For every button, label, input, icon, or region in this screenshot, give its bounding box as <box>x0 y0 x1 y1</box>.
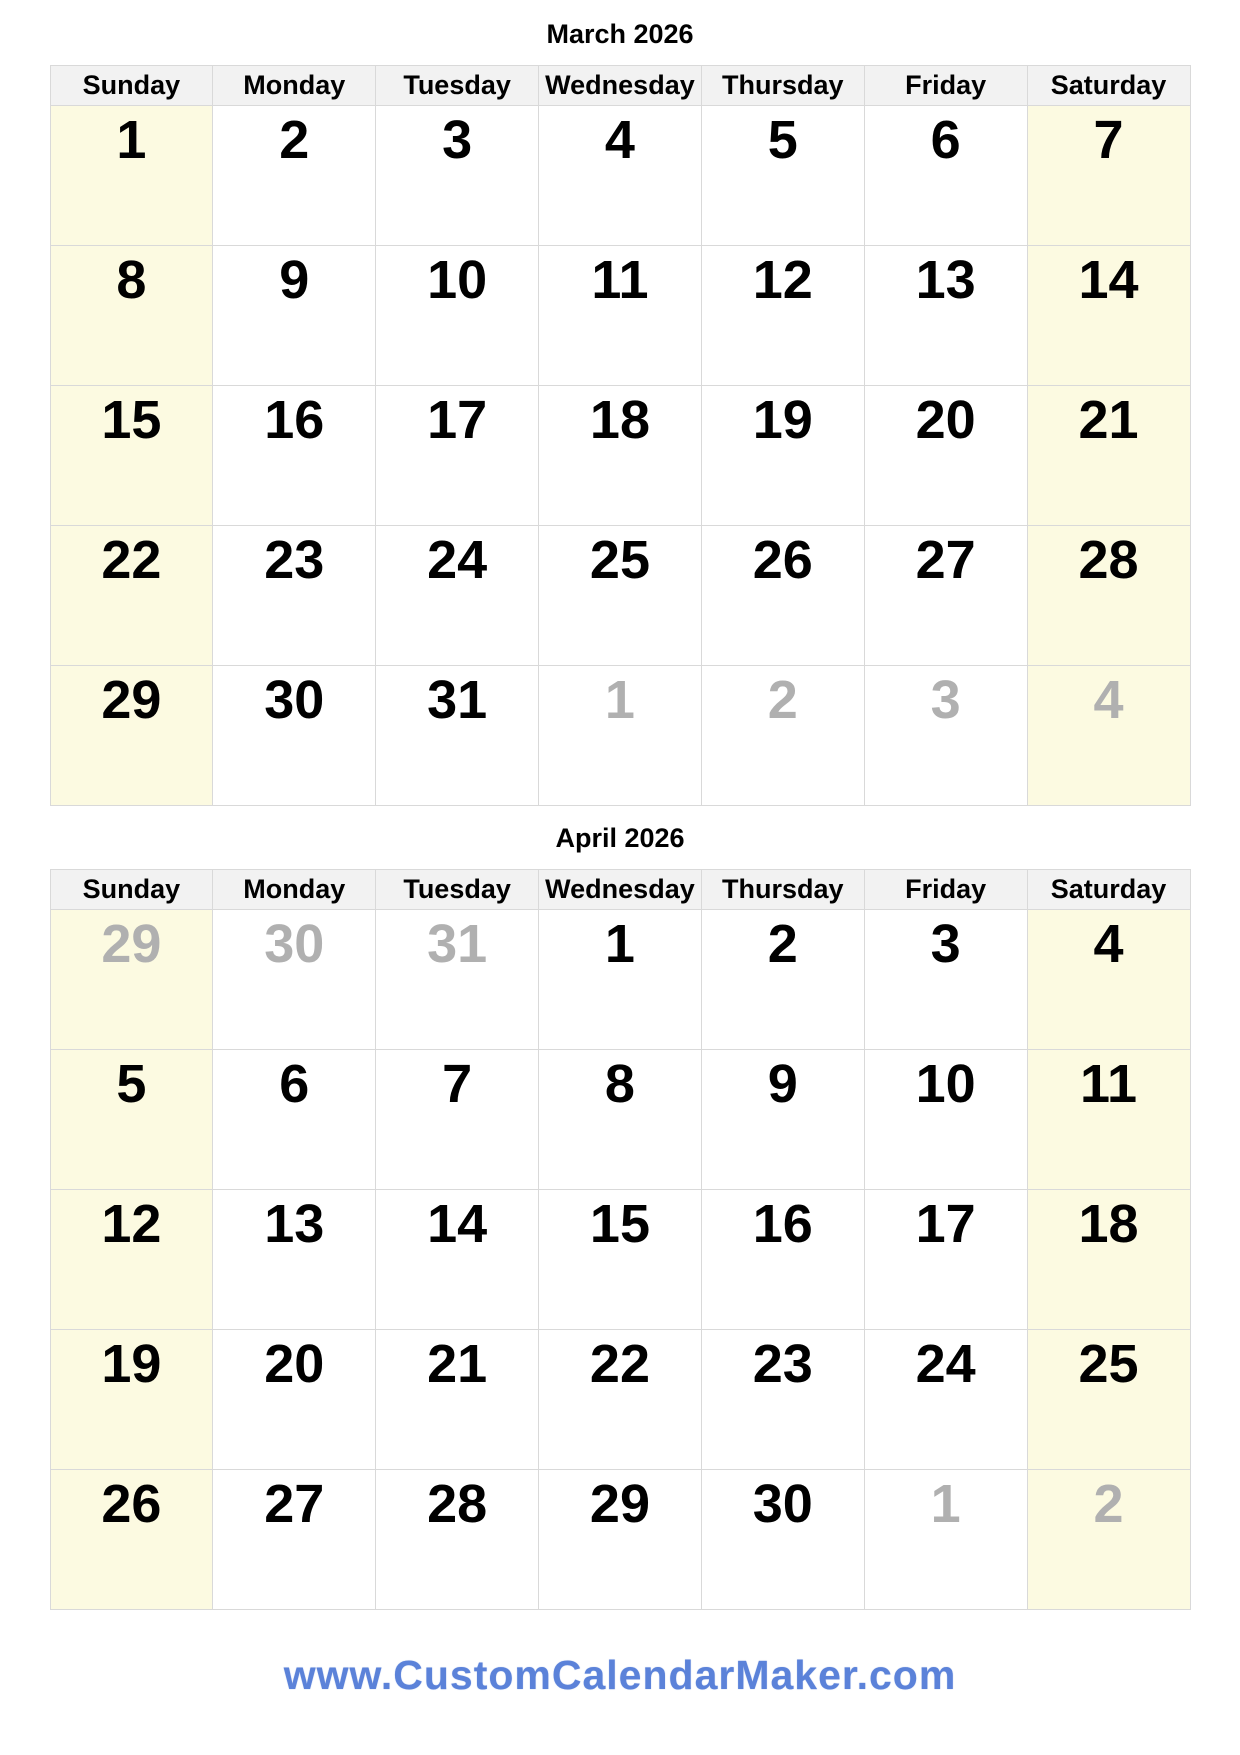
day-cell: 4 <box>539 106 702 246</box>
day-header-monday: Monday <box>213 66 376 106</box>
day-cell: 8 <box>50 246 213 386</box>
week-row <box>50 526 1190 666</box>
day-header-wednesday: Wednesday <box>539 870 702 910</box>
week-row <box>50 1050 1190 1190</box>
day-cell: 23 <box>701 1330 864 1470</box>
day-cell-adjacent-month: 1 <box>864 1470 1027 1610</box>
day-header-wednesday: Wednesday <box>539 66 702 106</box>
day-cell: 5 <box>50 1050 213 1190</box>
day-cell: 6 <box>213 1050 376 1190</box>
day-cell: 16 <box>701 1190 864 1330</box>
day-cell: 15 <box>539 1190 702 1330</box>
day-cell: 12 <box>701 246 864 386</box>
day-cell: 21 <box>376 1330 539 1470</box>
day-cell: 20 <box>213 1330 376 1470</box>
day-cell: 11 <box>539 246 702 386</box>
day-cell: 7 <box>376 1050 539 1190</box>
day-cell-adjacent-month: 2 <box>701 666 864 806</box>
day-header-thursday: Thursday <box>701 66 864 106</box>
day-cell: 25 <box>539 526 702 666</box>
day-cell: 25 <box>1027 1330 1190 1470</box>
day-cell-adjacent-month: 4 <box>1027 666 1190 806</box>
day-header-friday: Friday <box>864 66 1027 106</box>
footer-watermark <box>0 1652 1240 1699</box>
march-calendar <box>50 0 1191 806</box>
footer-url-text: www.CustomCalendarMaker.com <box>283 1652 957 1698</box>
day-cell: 17 <box>864 1190 1027 1330</box>
day-header-row <box>50 870 1190 910</box>
day-cell: 26 <box>50 1470 213 1610</box>
day-header-saturday: Saturday <box>1027 870 1190 910</box>
day-cell: 14 <box>1027 246 1190 386</box>
day-cell-adjacent-month: 2 <box>1027 1470 1190 1610</box>
day-cell: 1 <box>50 106 213 246</box>
day-cell: 7 <box>1027 106 1190 246</box>
day-cell: 4 <box>1027 910 1190 1050</box>
march-title: March 2026 <box>546 19 694 49</box>
day-cell: 29 <box>539 1470 702 1610</box>
week-row <box>50 1470 1190 1610</box>
day-cell: 3 <box>864 910 1027 1050</box>
day-cell: 27 <box>213 1470 376 1610</box>
week-row <box>50 666 1190 806</box>
day-cell: 28 <box>1027 526 1190 666</box>
day-header-sunday: Sunday <box>50 66 213 106</box>
day-cell: 1 <box>539 910 702 1050</box>
day-header-sunday: Sunday <box>50 870 213 910</box>
day-cell-adjacent-month: 3 <box>864 666 1027 806</box>
day-cell: 9 <box>213 246 376 386</box>
day-cell: 28 <box>376 1470 539 1610</box>
day-cell: 6 <box>864 106 1027 246</box>
day-header-row <box>50 66 1190 106</box>
day-cell: 18 <box>1027 1190 1190 1330</box>
day-cell: 23 <box>213 526 376 666</box>
day-cell: 13 <box>213 1190 376 1330</box>
day-cell: 24 <box>376 526 539 666</box>
day-cell: 22 <box>539 1330 702 1470</box>
day-cell: 20 <box>864 386 1027 526</box>
day-cell: 24 <box>864 1330 1027 1470</box>
day-cell: 2 <box>213 106 376 246</box>
day-cell: 21 <box>1027 386 1190 526</box>
day-cell: 10 <box>376 246 539 386</box>
april-calendar <box>50 806 1191 1610</box>
day-cell: 26 <box>701 526 864 666</box>
day-cell: 9 <box>701 1050 864 1190</box>
day-header-tuesday: Tuesday <box>376 870 539 910</box>
week-row <box>50 106 1190 246</box>
day-cell: 11 <box>1027 1050 1190 1190</box>
day-header-thursday: Thursday <box>701 870 864 910</box>
day-cell: 18 <box>539 386 702 526</box>
day-cell-adjacent-month: 29 <box>50 910 213 1050</box>
day-cell: 14 <box>376 1190 539 1330</box>
week-row <box>50 386 1190 526</box>
april-calendar-grid <box>50 869 1191 1610</box>
day-cell-adjacent-month: 1 <box>539 666 702 806</box>
day-cell: 30 <box>701 1470 864 1610</box>
day-cell: 12 <box>50 1190 213 1330</box>
day-cell: 2 <box>701 910 864 1050</box>
day-cell: 10 <box>864 1050 1027 1190</box>
day-cell: 29 <box>50 666 213 806</box>
day-header-friday: Friday <box>864 870 1027 910</box>
day-cell: 17 <box>376 386 539 526</box>
week-row <box>50 246 1190 386</box>
week-row <box>50 910 1190 1050</box>
day-cell: 3 <box>376 106 539 246</box>
day-cell: 22 <box>50 526 213 666</box>
day-cell: 19 <box>50 1330 213 1470</box>
day-cell: 30 <box>213 666 376 806</box>
day-cell-adjacent-month: 30 <box>213 910 376 1050</box>
day-cell: 27 <box>864 526 1027 666</box>
week-row <box>50 1190 1190 1330</box>
day-header-saturday: Saturday <box>1027 66 1190 106</box>
week-row <box>50 1330 1190 1470</box>
day-cell: 19 <box>701 386 864 526</box>
day-cell: 8 <box>539 1050 702 1190</box>
day-cell: 16 <box>213 386 376 526</box>
april-title: April 2026 <box>555 823 685 853</box>
day-cell-adjacent-month: 31 <box>376 910 539 1050</box>
day-header-tuesday: Tuesday <box>376 66 539 106</box>
day-cell: 5 <box>701 106 864 246</box>
day-cell: 13 <box>864 246 1027 386</box>
day-cell: 15 <box>50 386 213 526</box>
day-cell: 31 <box>376 666 539 806</box>
day-header-monday: Monday <box>213 870 376 910</box>
march-calendar-grid <box>50 65 1191 806</box>
